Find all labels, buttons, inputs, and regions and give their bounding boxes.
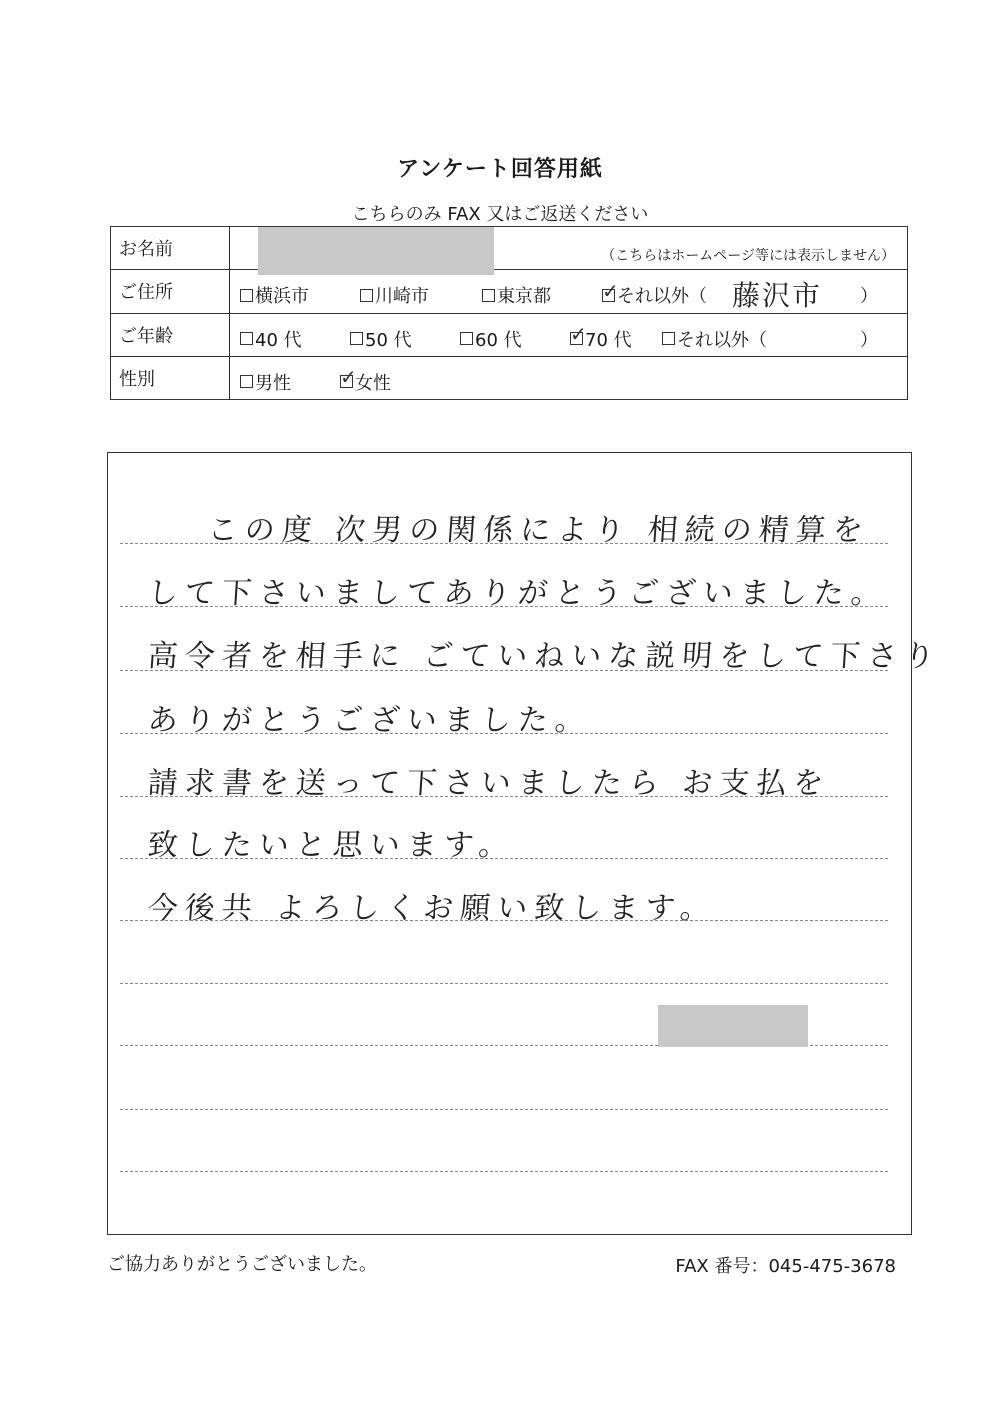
option-label: それ以外（ xyxy=(677,329,767,351)
age-option-other[interactable] xyxy=(662,326,767,352)
privacy-note: （こちらはホームページ等には表示しません） xyxy=(601,248,895,264)
age-option-50s[interactable] xyxy=(350,326,412,352)
address-close-paren: ） xyxy=(860,286,878,308)
gender-option-male[interactable] xyxy=(240,369,291,395)
form-title: アンケート回答用紙 xyxy=(397,157,603,182)
address-cell xyxy=(230,270,908,313)
age-label: ご年齢 xyxy=(111,313,230,356)
option-label: 横浜市 xyxy=(255,286,309,308)
address-other-handwritten: 藤沢市 xyxy=(732,279,823,313)
checkbox-icon[interactable] xyxy=(240,289,253,302)
address-row xyxy=(111,270,908,313)
respondent-info-table xyxy=(110,226,908,400)
form-subtitle: こちらのみ FAX 又はご返送ください xyxy=(351,204,649,225)
option-label: 東京都 xyxy=(497,286,551,308)
checked-checkbox-icon[interactable] xyxy=(570,332,583,345)
comment-box xyxy=(107,452,943,1235)
checkbox-icon[interactable] xyxy=(360,289,373,302)
age-option-70s[interactable] xyxy=(570,326,632,352)
checkbox-icon[interactable] xyxy=(482,289,495,302)
ruled-line xyxy=(120,1171,888,1172)
thanks-text: ご協力ありがとうございました。 xyxy=(107,1254,377,1275)
checkbox-icon[interactable] xyxy=(240,375,253,388)
address-option-other[interactable] xyxy=(602,282,707,308)
option-label: 70 代 xyxy=(585,329,632,351)
age-close-paren: ） xyxy=(860,329,878,351)
age-option-60s[interactable] xyxy=(460,326,522,352)
comment-line: 高令者を相手に ごていねいな説明をして下さり xyxy=(146,639,943,674)
age-cell xyxy=(230,313,908,356)
option-label: それ以外（ xyxy=(617,286,707,308)
option-label: 川崎市 xyxy=(375,286,429,308)
signature-redaction xyxy=(658,1005,808,1047)
ruled-line xyxy=(120,1109,888,1110)
checkbox-icon[interactable] xyxy=(350,332,363,345)
address-option-kawasaki[interactable] xyxy=(360,282,429,308)
name-redaction xyxy=(258,227,494,275)
name-cell xyxy=(230,227,908,270)
fax-number: FAX 番号：045-475-3678 xyxy=(675,1256,896,1277)
comment-line: して下さいましてありがとうございました。 xyxy=(146,576,889,611)
checkbox-icon[interactable] xyxy=(460,332,473,345)
age-row xyxy=(111,313,908,356)
address-option-tokyo[interactable] xyxy=(482,282,551,308)
checkbox-icon[interactable] xyxy=(662,332,675,345)
checkbox-icon[interactable] xyxy=(240,332,253,345)
address-label: ご住所 xyxy=(111,270,230,313)
gender-row xyxy=(111,356,908,399)
option-label: 60 代 xyxy=(475,329,522,351)
checked-checkbox-icon[interactable] xyxy=(340,375,353,388)
comment-line: この度 次男の関係により 相続の精算を xyxy=(206,513,872,548)
comment-line: 致したいと思います。 xyxy=(146,828,517,863)
option-label: 女性 xyxy=(355,372,391,394)
comment-line: 今後共 よろしくお願い致します。 xyxy=(146,891,719,926)
option-label: 男性 xyxy=(255,372,291,394)
address-option-yokohama[interactable] xyxy=(240,282,309,308)
option-label: 40 代 xyxy=(255,329,302,351)
comment-line: ありがとうございました。 xyxy=(146,703,593,738)
gender-option-female[interactable] xyxy=(340,369,391,395)
gender-label: 性別 xyxy=(111,356,230,399)
name-label: お名前 xyxy=(111,227,230,270)
comment-line: 請求書を送って下さいましたら お支払を xyxy=(146,766,832,801)
option-label: 50 代 xyxy=(365,329,412,351)
name-row xyxy=(111,227,908,270)
checked-checkbox-icon[interactable] xyxy=(602,289,615,302)
age-option-40s[interactable] xyxy=(240,326,302,352)
gender-cell xyxy=(230,356,908,399)
ruled-line xyxy=(120,983,888,984)
